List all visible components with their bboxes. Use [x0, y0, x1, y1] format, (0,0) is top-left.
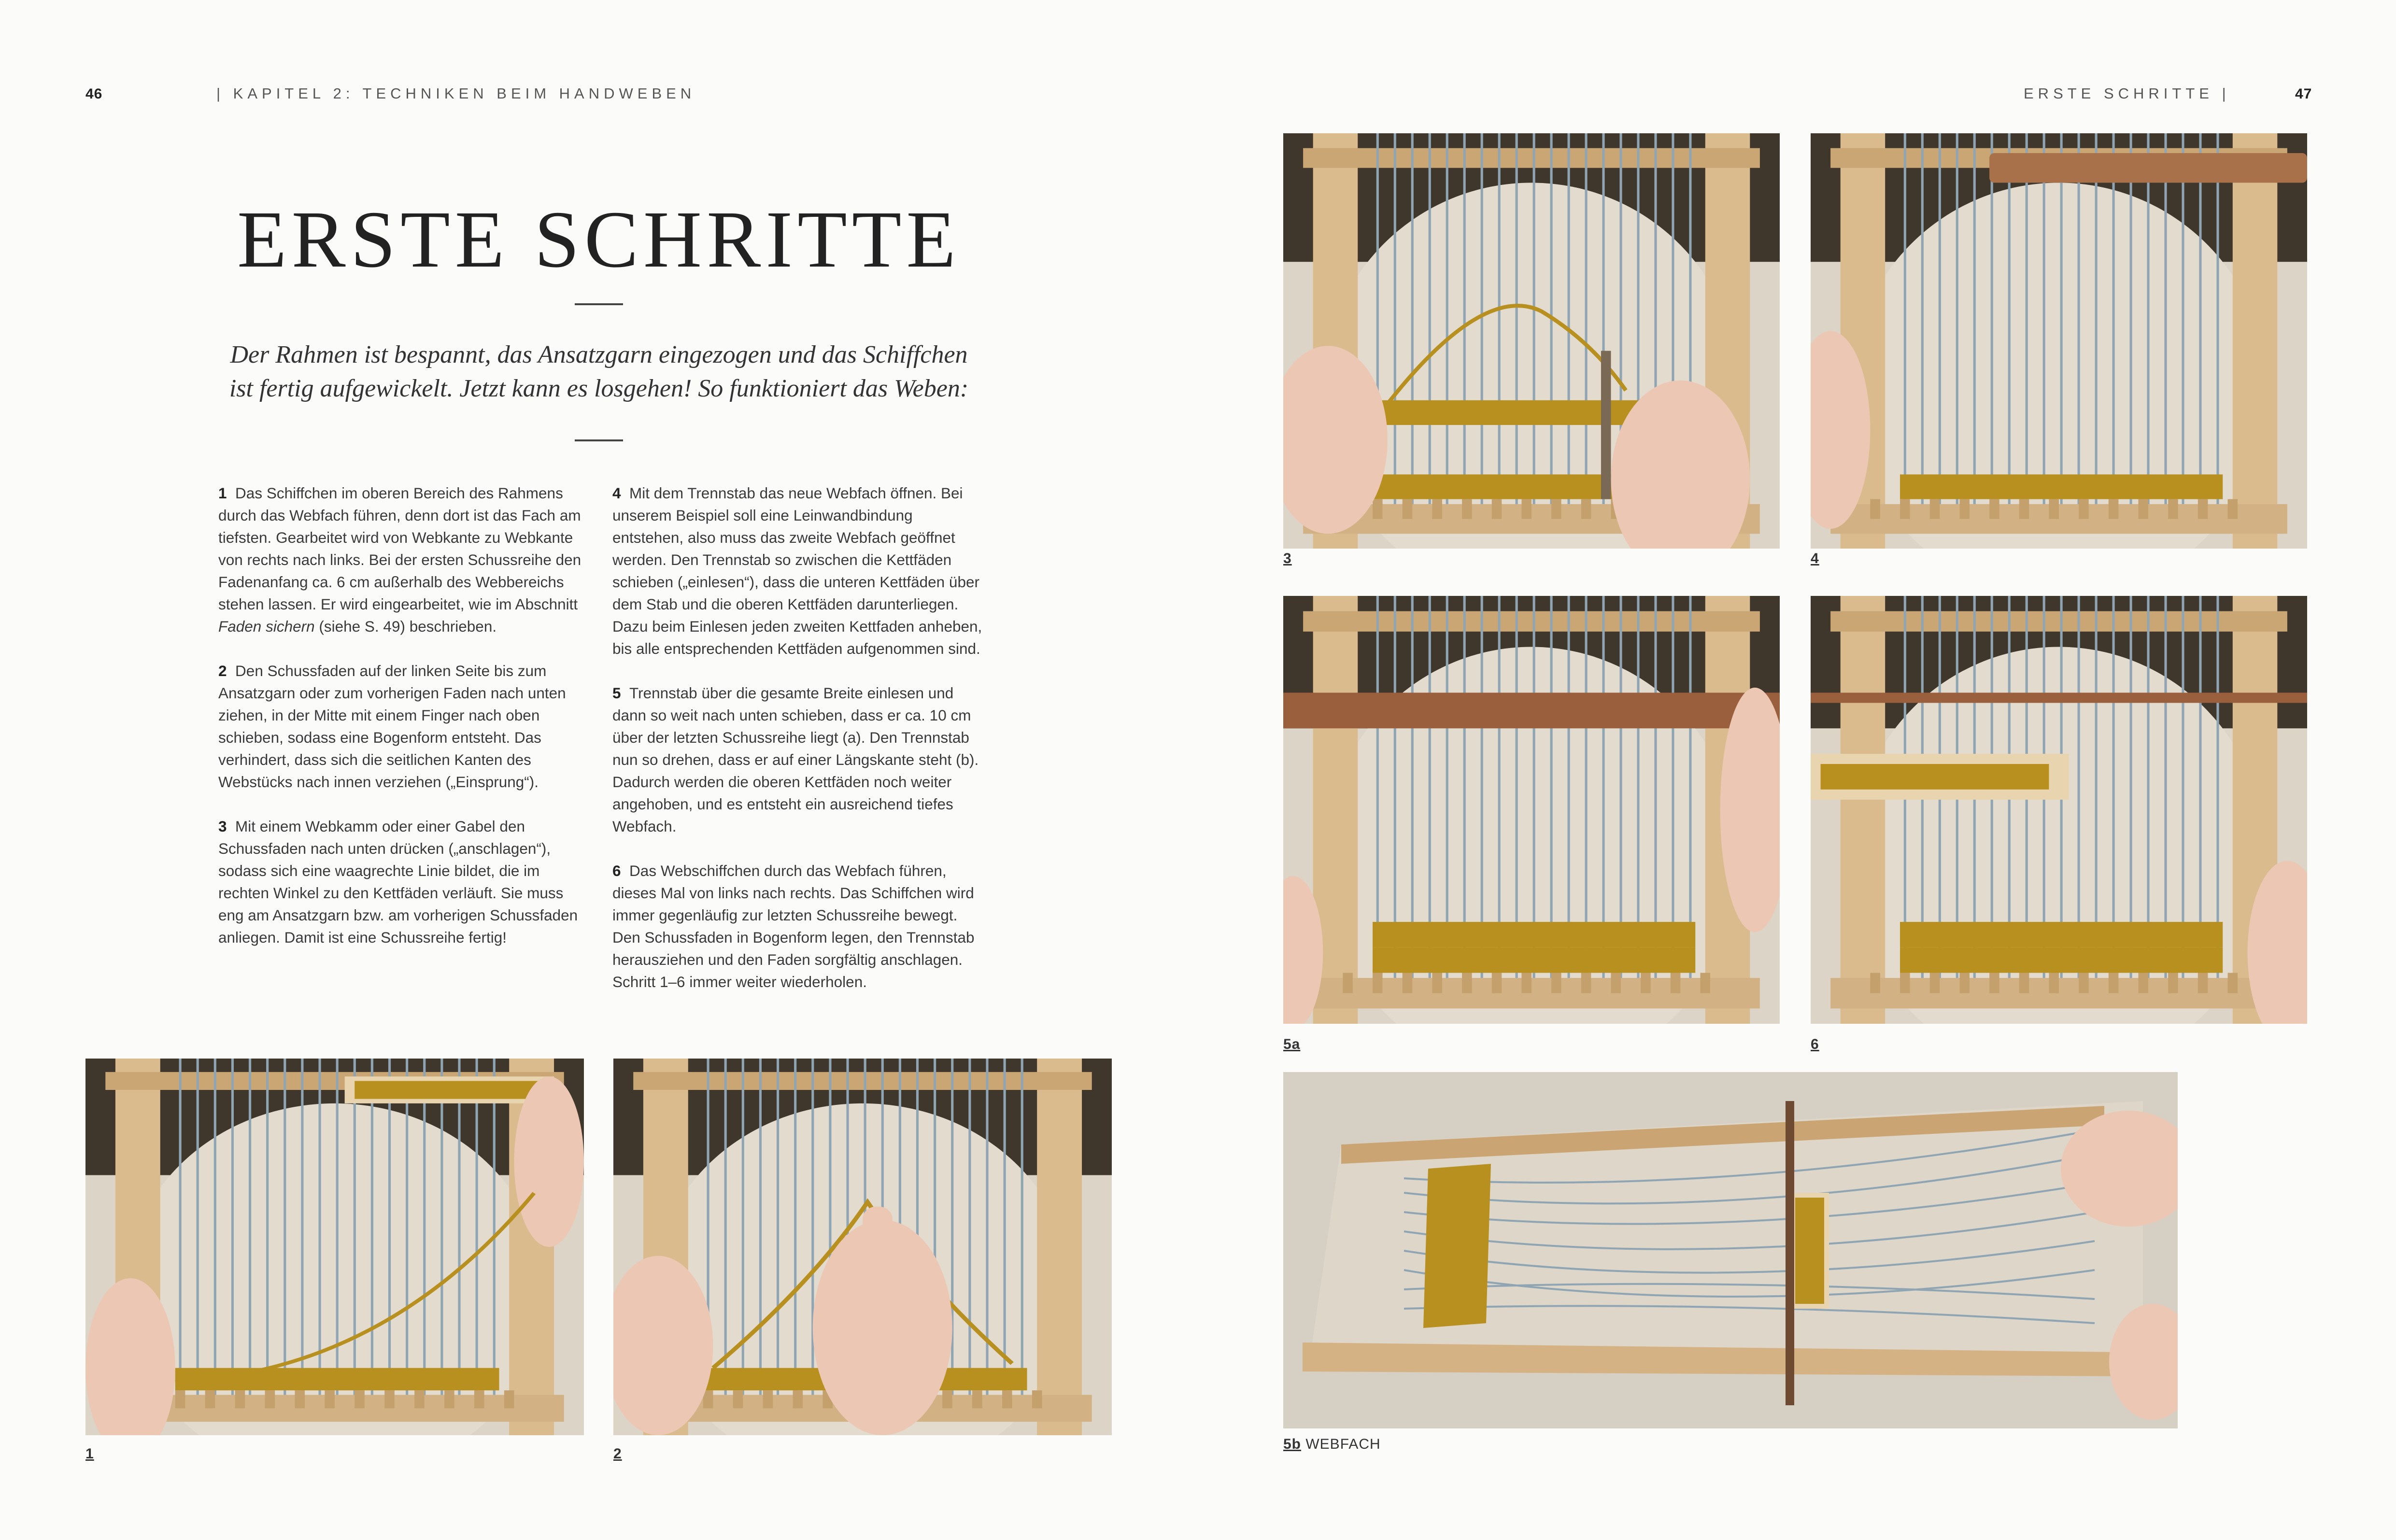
lead-paragraph — [203, 338, 995, 406]
text-column-left — [218, 482, 588, 971]
loom-illustration-2 — [613, 1059, 1112, 1435]
right-page-number: 47 — [2295, 86, 2312, 102]
step-6: 6 Das Webschiffchen durch das Webfach führen, dieses Mal von links nach rechts. Das Schiffchen wird immer gegenläufig zur letzten Schussreihe bewegt. Den Schussfaden in Bogenform legen, den Trennstab herausziehen und den Faden sorgfältig anschlagen. Schritt 1–6 immer weiter wiederholen. — [612, 862, 975, 990]
caption-4: 4 — [1811, 551, 1819, 566]
step-2: 2 Den Schussfaden auf der linken Seite bis zum Ansatzgarn oder zum vorherigen Faden nach unten ziehen, in der Mitte mit einem Finger nach oben schieben, sodass eine Bogenform entsteht. Das verhindert, dass sich die seitlichen Kanten des Webstücks nach innen verziehen („Einsprung“). — [218, 662, 566, 791]
caption-2: 2 — [613, 1446, 622, 1462]
photo-step-5a — [1283, 596, 1780, 1024]
lead-line-2: ist fertig aufgewickelt. Jetzt kann es losgehen! So funktioniert das Weben: — [229, 375, 969, 402]
photo-step-4 — [1811, 133, 2307, 549]
page-title: ERSTE SCHRITTE — [237, 195, 961, 284]
loom-illustration-6 — [1811, 596, 2307, 1024]
photo-step-5b-webfach — [1283, 1072, 2178, 1428]
photo-step-1 — [85, 1059, 584, 1435]
step-4: 4 Mit dem Trennstab das neue Webfach öffnen. Bei unserem Beispiel soll eine Leinwandbindung entstehen, also muss das zweite Webfach geöffnet werden. Den Trennstab so zwischen die Kettfäden schieben („einlesen“), dass die unteren Kettfäden über dem Stab und die oberen Kettfäden darunterliegen. Dazu beim Einlesen jeden zweiten Kettfaden anheben, bis alle entsprechenden Kettfäden aufgenommen sind. — [612, 484, 982, 657]
lead-divider — [575, 439, 623, 441]
lead-line-1: Der Rahmen ist bespannt, das Ansatzgarn eingezogen und das Schiffchen — [230, 341, 968, 368]
step-5: 5 Trennstab über die gesamte Breite einlesen und dann so weit nach unten schieben, dass er ca. 10 cm über der letzten Schussreihe liegt (a). Den Trennstab nun so drehen, dass er auf einer Längskante steht (b). Dadurch werden die oberen Kettfäden noch weiter angehoben, und es entsteht ein ausreichend tiefes Webfach. — [612, 684, 979, 835]
step-3: 3 Mit einem Webkamm oder einer Gabel den Schussfaden nach unten drücken („anschlagen“), sodass sich eine waagrechte Linie bildet, die im rechten Winkel zu den Kettfäden verläuft. Sie muss eng am Ansatzgarn bzw. am vorherigen Schussfaden anliegen. Damit ist eine Schussreihe fertig! — [218, 818, 578, 946]
left-page-number: 46 — [85, 86, 103, 102]
caption-5b: 5b WEBFACH — [1283, 1436, 1381, 1452]
right-running-title: ERSTE SCHRITTE | — [2024, 85, 2230, 102]
loom-illustration-1 — [85, 1059, 584, 1435]
caption-1: 1 — [85, 1446, 94, 1462]
loom-illustration-5a — [1283, 596, 1780, 1024]
text-column-right — [612, 482, 984, 1015]
loom-illustration-3 — [1283, 133, 1780, 549]
caption-6: 6 — [1811, 1036, 1819, 1052]
loom-illustration-5b — [1283, 1072, 2178, 1428]
step-1: 1 Das Schiffchen im oberen Bereich des Rahmens durch das Webfach führen, denn dort ist das Fach am tiefsten. Gearbeitet wird von Webkante zu Webkante von rechts nach links. Bei der ersten Schussreihe den Fadenanfang ca. 6 cm außerhalb des Webbereichs stehen lassen. Er wird eingearbeitet, wie im Abschnitt Faden sichern (siehe S. 49) beschrieben. — [218, 484, 581, 635]
left-running-title: | KAPITEL 2: TECHNIKEN BEIM HANDWEBEN — [216, 85, 696, 102]
caption-3: 3 — [1283, 551, 1292, 566]
photo-step-2 — [613, 1059, 1112, 1435]
caption-5a: 5a — [1283, 1036, 1301, 1052]
title-divider — [575, 303, 623, 305]
photo-step-6 — [1811, 596, 2307, 1024]
loom-illustration-4 — [1811, 133, 2307, 549]
photo-step-3 — [1283, 133, 1780, 549]
